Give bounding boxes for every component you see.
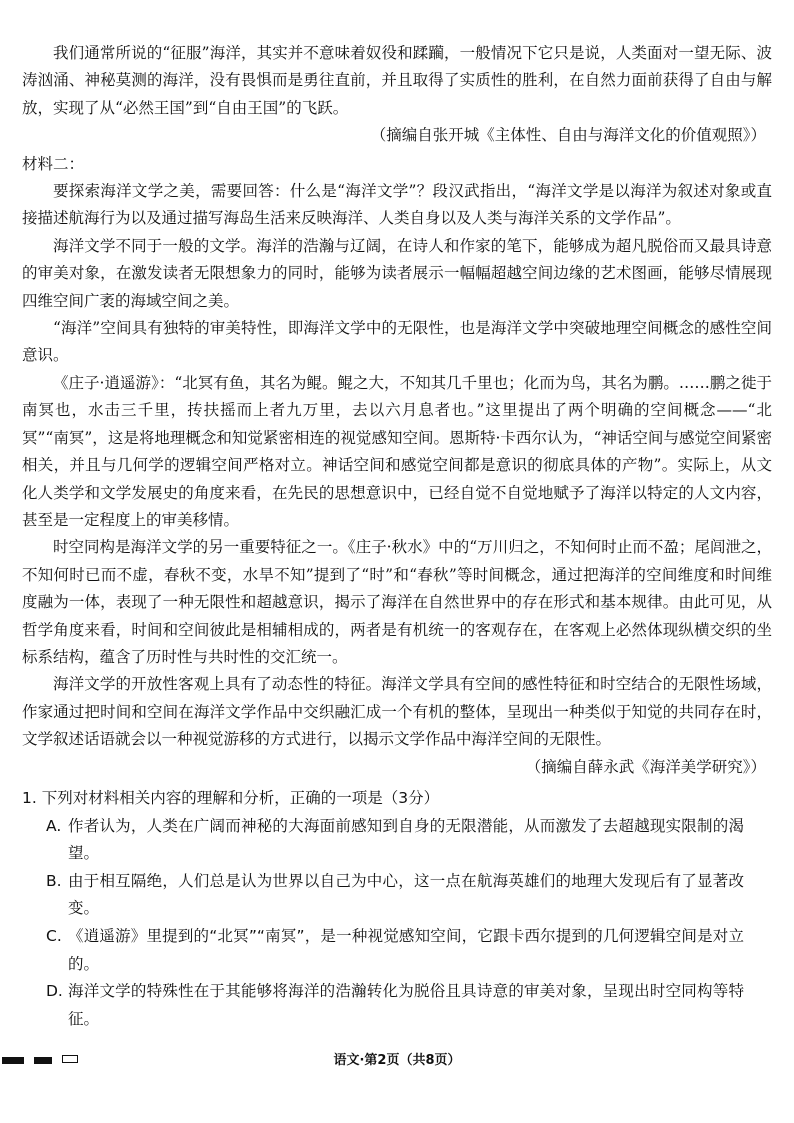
page-number: 语文·第2页（共8页）: [333, 1053, 461, 1068]
option-text: 作者认为，人类在广阔而神秘的大海面前感知到自身的无限潜能，从而激发了去超越现实限制的渴望。: [68, 816, 744, 863]
page-footer: [0, 1043, 794, 1073]
option-letter: C.: [46, 926, 62, 945]
material-two-heading: 材料二：: [22, 154, 85, 173]
question-stem: 1. 下列对材料相关内容的理解和分析，正确的一项是（3分）: [22, 788, 440, 807]
page-content: [22, 40, 772, 1033]
intro-paragraph: 我们通常所说的“征服”海洋，其实并不意味着奴役和蹂躏，一般情况下它只是说，人类面对一望无际、波涛汹涌、神秘莫测的海洋，没有畏惧而是勇往直前，并且取得了实质性的胜利，在自然力面前获得了自由与解放，实现了从“必然王国”到“自由王国”的飞跃。: [22, 44, 772, 117]
paragraph-4: 《庄子·逍遥游》：“北冥有鱼，其名为鲲。鲲之大，不知其几千里也；化而为鸟，其名为鹏。……鹏之徙于南冥也，水击三千里，抟扶摇而上者九万里，去以六月息者也。”这里提出了两个明确的空间概念——“北冥”“南冥”，这是将地理概念和知觉紧密相连的视觉感知空间。恩斯特·卡西尔认为，“神话空间与感觉空间紧密相关，并且与几何学的逻辑空间严格对立。神话空间和感觉空间都是意识的彻底具体的产物”。实际上，从文化人类学和文学发展史的角度来看，在先民的思想意识中，已经自觉不自觉地赋予了海洋以特定的人文内容，甚至是一定程度上的审美移情。: [22, 373, 772, 529]
option-letter: B.: [46, 871, 62, 890]
source-citation-1: （摘编自张开城《主体性、自由与海洋文化的价值观照》）: [370, 126, 766, 145]
option-b: [22, 868, 772, 923]
option-a: [22, 813, 772, 868]
paragraph-5: 时空同构是海洋文学的另一重要特征之一。《庄子·秋水》中的“万川归之，不知何时止而不盈；尾闾泄之，不知何时已而不虚，春秋不变，水旱不知”提到了“时”和“春秋”等时间概念，通过把海洋的空间维度和时间维度融为一体，表现了一种无限性和超越意识，揭示了海洋在自然世界中的存在形式和基本规律。由此可见，从哲学角度来看，时间和空间彼此是相辅相成的，两者是有机统一的客观存在，在客观上必然体现纵横交织的坐标系结构，蕴含了历时性与共时性的交汇统一。: [22, 538, 772, 666]
paragraph-2: 海洋文学不同于一般的文学。海洋的浩瀚与辽阔，在诗人和作家的笔下，能够成为超凡脱俗而又最具诗意的审美对象，在激发读者无限想象力的同时，能够为读者展示一幅幅超越空间边缘的艺术图画，能够尽情展现四维空间广袤的海域空间之美。: [22, 236, 772, 310]
source-citation-2: （摘编自薛永武《海洋美学研究》）: [525, 757, 766, 776]
paragraph-3: “海洋”空间具有独特的审美特性，即海洋文学中的无限性，也是海洋文学中突破地理空间概念的感性空间意识。: [22, 319, 772, 365]
paragraph-6: 海洋文学的开放性客观上具有了动态性的特征。海洋文学具有空间的感性特征和时空结合的无限性场域，作家通过把时间和空间在海洋文学作品中交织融汇成一个有机的整体，呈现出一种类似于知觉的共同存在时，文学叙述话语就会以一种视觉游移的方式进行，以揭示文学作品中海洋空间的无限性。: [22, 675, 772, 749]
option-c: [22, 923, 772, 978]
option-letter: D.: [46, 982, 63, 1001]
option-letter: A.: [46, 816, 62, 835]
answer-options: [22, 813, 772, 1034]
paragraph-1: 要探索海洋文学之美，需要回答：什么是“海洋文学”？段汉武指出，“海洋文学是以海洋为叙述对象或直接描述航海行为以及通过描写海岛生活来反映海洋、人类自身以及人类与海洋关系的文学作品”。: [22, 182, 772, 228]
option-text: 《逍遥游》里提到的“北冥”“南冥”，是一种视觉感知空间，它跟卡西尔提到的几何逻辑空间是对立的。: [68, 926, 744, 973]
option-d: [22, 978, 772, 1033]
option-text: 海洋文学的特殊性在于其能够将海洋的浩瀚转化为脱俗且具诗意的审美对象，呈现出时空同构等特征。: [68, 982, 744, 1028]
option-text: 由于相互隔绝，人们总是认为世界以自己为中心，这一点在航海英雄们的地理大发现后有了显著改变。: [68, 871, 744, 918]
